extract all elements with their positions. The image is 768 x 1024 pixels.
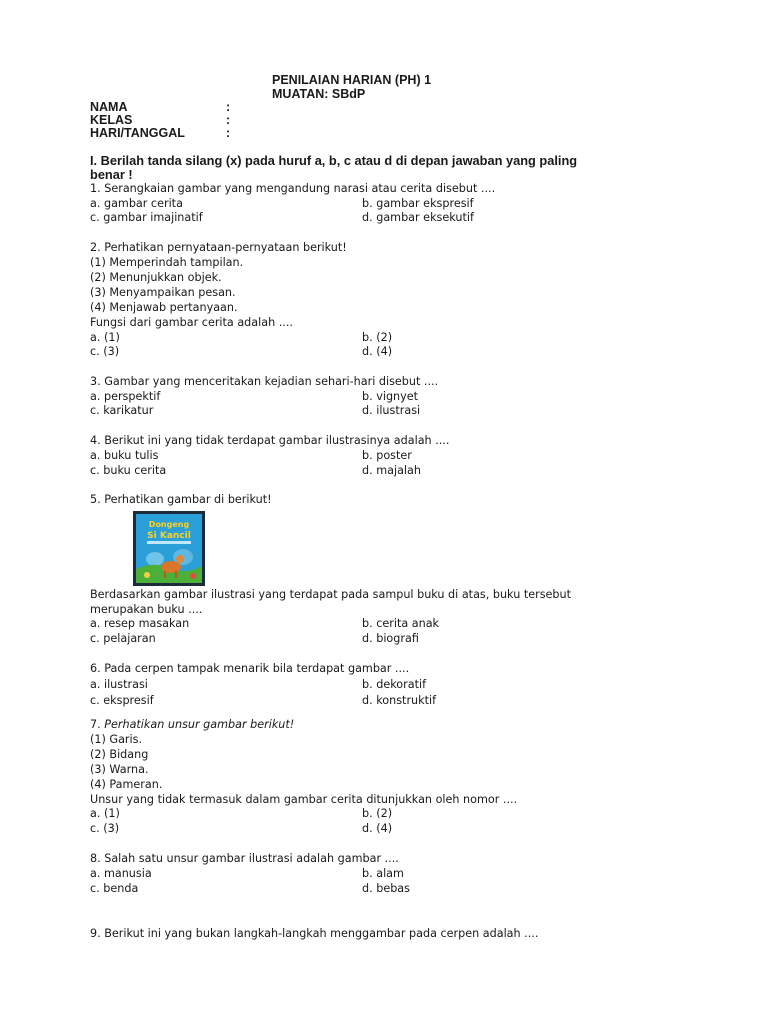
q7-option-a: a. (1) [90, 807, 120, 820]
q7-item-2: (2) Bidang [90, 748, 149, 761]
q2-option-a: a. (1) [90, 331, 120, 344]
q2-item-3: (3) Menyampaikan pesan. [90, 286, 236, 299]
instruction-line-1: I. Berilah tanda silang (x) pada huruf a, b, c atau d di depan jawaban yang paling [90, 153, 578, 168]
q2-option-d: d. (4) [362, 345, 393, 358]
q5-option-c: c. pelajaran [90, 632, 156, 645]
cover-deer-leg-2 [175, 571, 177, 578]
question-3: 3. Gambar yang menceritakan kejadian sehari-hari disebut .... [90, 375, 439, 388]
q2-item-4: (4) Menjawab pertanyaan. [90, 301, 238, 314]
q7-option-d: d. (4) [362, 822, 393, 835]
field-label-kelas: KELAS [90, 113, 133, 127]
q4-option-a: a. buku tulis [90, 449, 159, 462]
q7-text: Perhatikan unsur gambar berikut! [104, 718, 295, 731]
q8-option-b: b. alam [362, 867, 404, 880]
question-2: 2. Perhatikan pernyataan-pernyataan berikut! [90, 241, 347, 254]
question-4: 4. Berikut ini yang tidak terdapat gambar ilustrasinya adalah .... [90, 434, 450, 447]
cover-flower [144, 572, 150, 578]
doc-subject: MUATAN: SBdP [272, 87, 366, 101]
cover-deer-head [176, 555, 184, 563]
q3-option-c: c. karikatur [90, 404, 154, 417]
q6-option-b: b. dekoratif [362, 678, 427, 691]
q2-item-1: (1) Memperindah tampilan. [90, 256, 244, 269]
field-colon-nama: : [226, 100, 231, 114]
q7-item-1: (1) Garis. [90, 733, 143, 746]
cover-subtitle-bar [147, 541, 191, 544]
cover-title-line-2: Si Kancil [147, 531, 191, 541]
question-6: 6. Pada cerpen tampak menarik bila terdapat gambar .... [90, 662, 410, 675]
doc-title: PENILAIAN HARIAN (PH) 1 [272, 73, 432, 87]
q5-option-a: a. resep masakan [90, 617, 190, 630]
q4-option-b: b. poster [362, 449, 412, 462]
field-label-hari-tanggal: HARI/TANGGAL [90, 126, 185, 140]
question-7 [90, 717, 294, 732]
q2-option-b: b. (2) [362, 331, 393, 344]
q1-option-c: c. gambar imajinatif [90, 211, 203, 224]
field-colon-hari-tanggal: : [226, 126, 231, 140]
question-1: 1. Serangkaian gambar yang mengandung narasi atau cerita disebut .... [90, 182, 496, 195]
q3-option-a: a. perspektif [90, 390, 161, 403]
q2-prompt: Fungsi dari gambar cerita adalah .... [90, 316, 293, 329]
q4-option-d: d. majalah [362, 464, 421, 477]
q5-option-b: b. cerita anak [362, 617, 440, 630]
cover-flower-2 [190, 573, 196, 579]
q1-option-d: d. gambar eksekutif [362, 211, 474, 224]
cover-deer-leg [164, 571, 166, 578]
q2-option-c: c. (3) [90, 345, 120, 358]
q4-option-c: c. buku cerita [90, 464, 167, 477]
q3-option-d: d. ilustrasi [362, 404, 421, 417]
q8-option-d: d. bebas [362, 882, 410, 895]
q5-prompt-line-2: merupakan buku .... [90, 603, 203, 616]
cover-tree-shape [146, 552, 164, 566]
field-label-nama: NAMA [90, 100, 128, 114]
q8-option-a: a. manusia [90, 867, 152, 880]
q7-number: 7. [90, 718, 101, 731]
book-cover-image [133, 511, 205, 586]
question-8: 8. Salah satu unsur gambar ilustrasi adalah gambar .... [90, 852, 399, 865]
q7-item-4: (4) Pameran. [90, 778, 163, 791]
q6-option-c: c. ekspresif [90, 694, 154, 707]
q1-option-b: b. gambar ekspresif [362, 197, 474, 210]
question-5: 5. Perhatikan gambar di berikut! [90, 493, 272, 506]
q6-option-d: d. konstruktif [362, 694, 437, 707]
q1-option-a: a. gambar cerita [90, 197, 183, 210]
q6-option-a: a. ilustrasi [90, 678, 148, 691]
q7-option-b: b. (2) [362, 807, 393, 820]
q3-option-b: b. vignyet [362, 390, 419, 403]
q5-option-d: d. biografi [362, 632, 419, 645]
instruction-line-2: benar ! [90, 167, 133, 182]
field-colon-kelas: : [226, 113, 231, 127]
q2-item-2: (2) Menunjukkan objek. [90, 271, 222, 284]
q7-option-c: c. (3) [90, 822, 120, 835]
q5-prompt-line-1: Berdasarkan gambar ilustrasi yang terdapat pada sampul buku di atas, buku tersebut [90, 588, 571, 601]
question-9: 9. Berikut ini yang bukan langkah-langkah menggambar pada cerpen adalah .... [90, 927, 539, 940]
q7-prompt: Unsur yang tidak termasuk dalam gambar cerita ditunjukkan oleh nomor .... [90, 793, 518, 806]
q8-option-c: c. benda [90, 882, 139, 895]
q7-item-3: (3) Warna. [90, 763, 149, 776]
cover-title-line-1: Dongeng [148, 520, 190, 529]
